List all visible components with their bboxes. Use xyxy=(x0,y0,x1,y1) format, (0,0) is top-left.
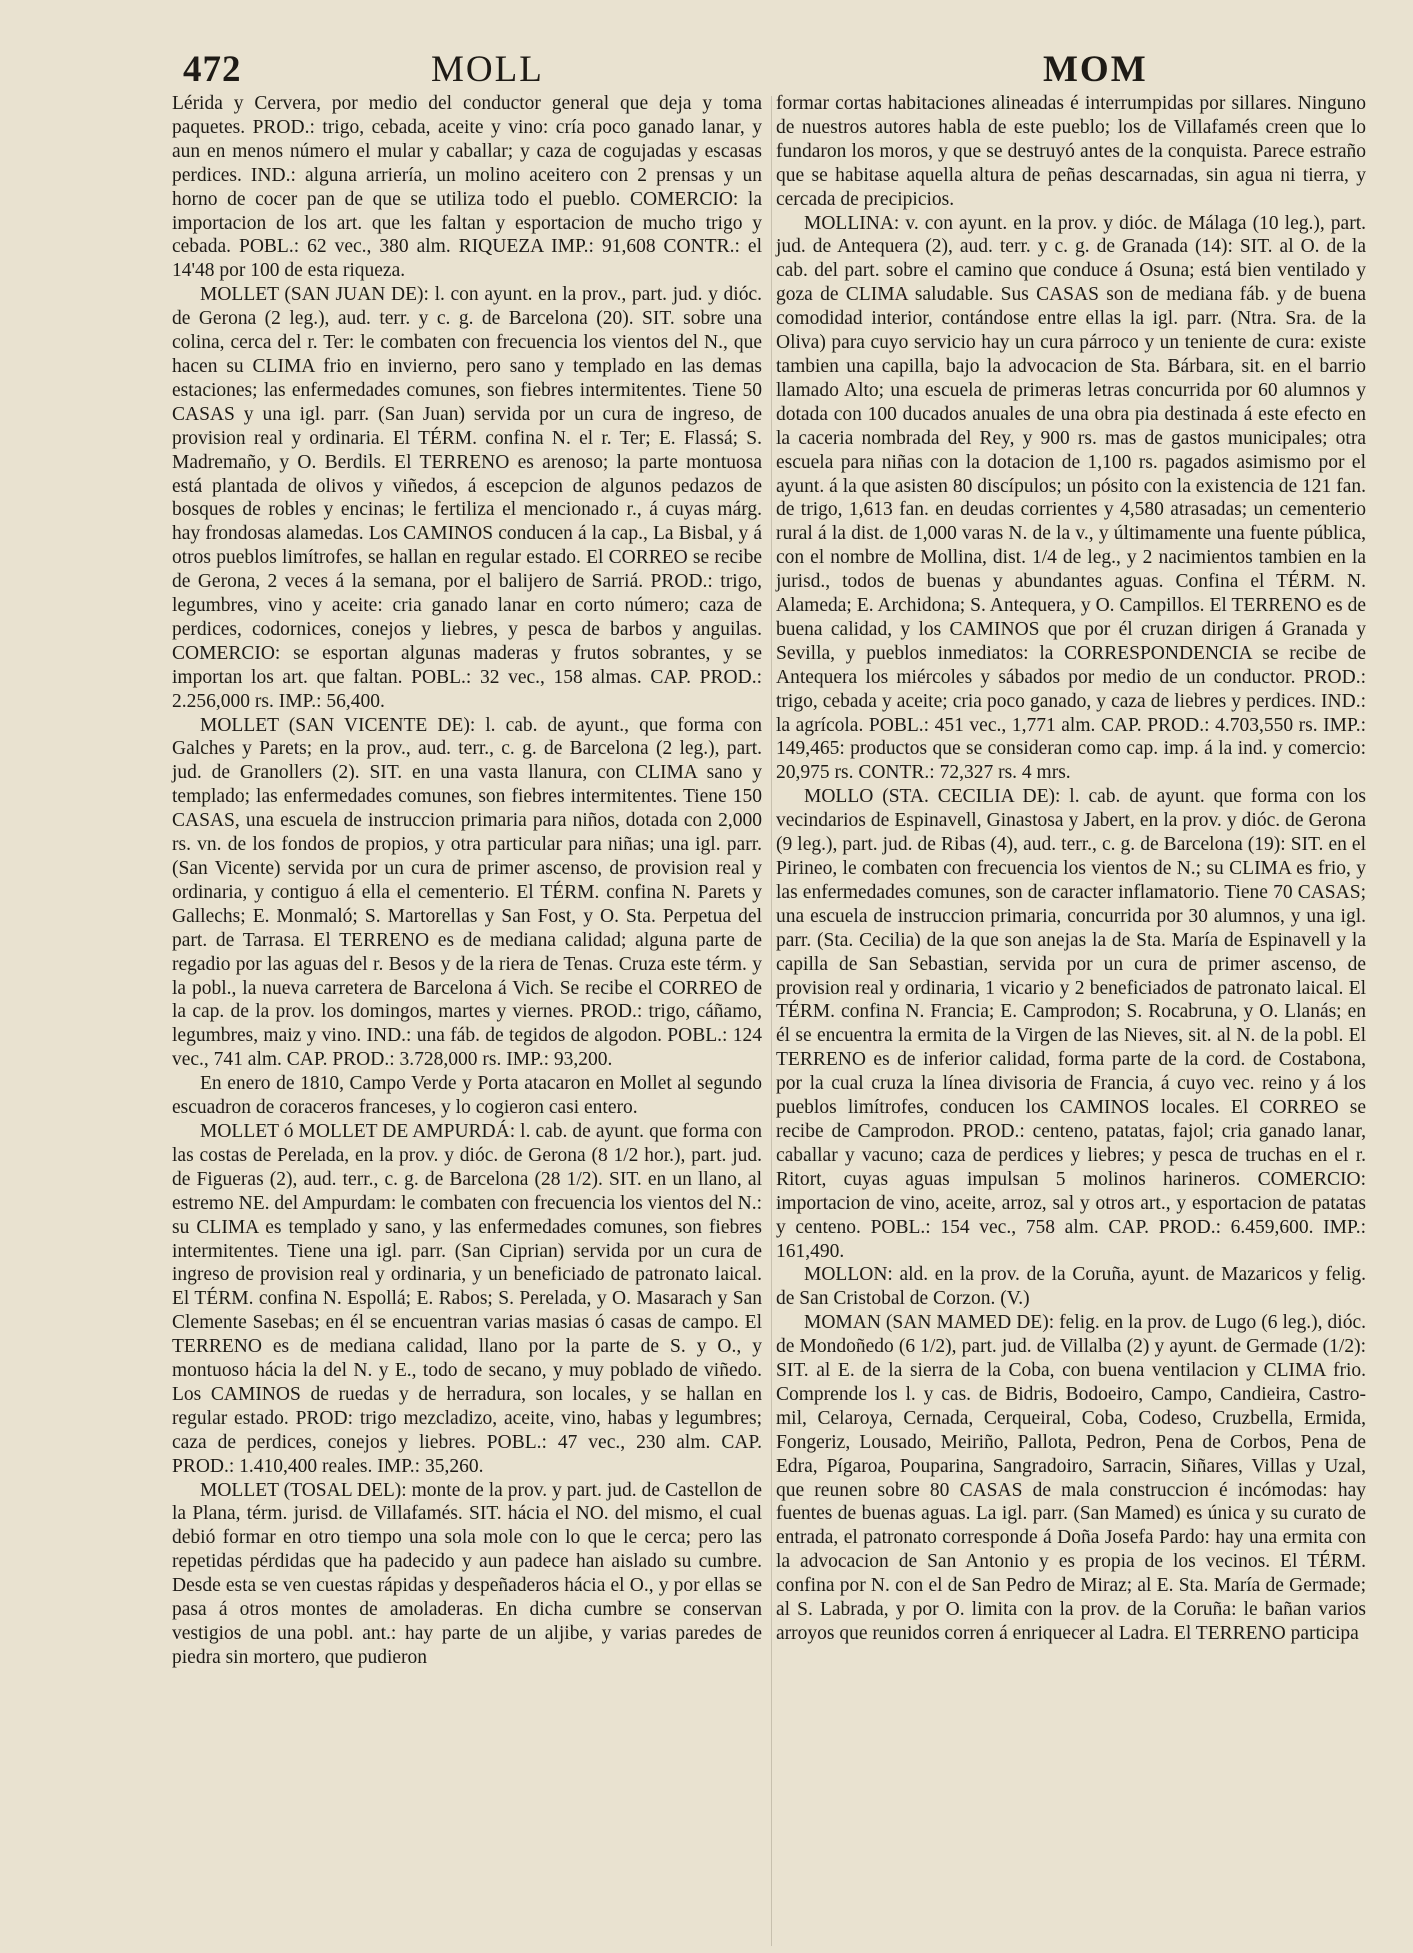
left-guide-word: MOLL xyxy=(431,49,544,90)
left-column xyxy=(172,92,762,1670)
entry-paragraph: MOLLINA: v. con ayunt. en la prov. y dióc. de Málaga (10 leg.), part. jud. de Antequera (2), aud. terr. y c. g. de Granada (14): SIT. al O. de la cab. del part. sobre el camino que conduce á Osuna; está bien ventilado y goza de CLIMA saludable. Sus CASAS son de mediana fáb. y de buena comodidad interior, contándose entre ellas la igl. parr. (Ntra. Sra. de la Oliva) para cuyo servicio hay un cura párroco y un teniente de cura: existe tambien una capilla, bajo la advocacion de Sta. Bárbara, sit. en el barrio llamado Alto; una escuela de primeras letras concurrida por 60 alumnos y dotada con 100 ducados anuales de una obra pia destinada á este efecto en la caceria nombrada del Rey, y 900 rs. mas de gastos municipales; otra escuela para niñas con la dotacion de 1,100 rs. pagados asimismo por el ayunt. á la que asisten 80 discípulos; un pósito con la existencia de 121 fan. de trigo, 1,613 fan. en deudas corrientes y 4,580 atrasadas; un cementerio rural á la dist. de 1,000 varas N. de la v., y últimamente una fuente pública, con el nombre de Mollina, dist. 1/4 de leg., y 2 nacimientos tambien en la jurisd., todos de buenas y abundantes aguas. Confina el TÉRM. N. Alameda; E. Archidona; S. Antequera, y O. Campillos. El TERRENO es de buena calidad, y los CAMINOS que por él cruzan dirigen á Granada y Sevilla, y pueblos inmediatos: la CORRESPONDENCIA se recibe de Antequera los miércoles y sábados por medio de un conductor. PROD.: trigo, cebada y aceite; cria poco ganado, y caza de liebres y perdices. IND.: la agrícola. POBL.: 451 vec., 1,771 alm. CAP. PROD.: 4.703,550 rs. IMP.: 149,465: productos que se consideran como cap. imp. á la ind. y comercio: 20,975 rs. CONTR.: 72,327 rs. 4 mrs. xyxy=(776,212,1366,784)
entry-paragraph: MOLLET (TOSAL DEL): monte de la prov. y part. jud. de Castellon de la Plana, térm. jurisd. de Villafamés. SIT. hácia el NO. del mismo, el cual debió formar en otro tiempo una sola mole con lo que le cerca; pero las repetidas pérdidas que ha padecido y aun padece han aislado su cumbre. Desde esta se ven cuestas rápidas y despeñaderos hácia el O., y por ellas se pasa á otros montes de amoladeras. En dicha cumbre se conservan vestigios de una pobl. ant.: hay parte de un aljibe, y varias paredes de piedra sin mortero, que pudieron xyxy=(172,1479,762,1668)
entry-paragraph: MOLLET (SAN VICENTE DE): l. cab. de ayunt., que forma con Galches y Parets; en la prov., aud. terr., c. g. de Barcelona (2 leg.), part. jud. de Granollers (2). SIT. en una vasta llanura, con CLIMA sano y templado; las enfermedades comunes, son fiebres intermitentes. Tiene 150 CASAS, una escuela de instruccion primaria para niños, dotada con 2,000 rs. vn. de los fondos de propios, y otra particular para niñas; una igl. parr. (San Vicente) servida por un cura de primer ascenso, de provision real y ordinaria, y contiguo á ella el cementerio. El TÉRM. confina N. Parets y Gallechs; E. Monmaló; S. Martorellas y San Fost, y O. Sta. Perpetua del part. de Tarrasa. El TERRENO es de mediana calidad; alguna parte de regadio por las aguas del r. Besos y de la riera de Tenas. Cruza este térm. y la pobl., la nueva carretera de Barcelona á Vich. Se recibe el CORREO de la cap. de la prov. los domingos, martes y viernes. PROD.: trigo, cáñamo, legumbres, maiz y vino. IND.: una fáb. de tegidos de algodon. POBL.: 124 vec., 741 alm. CAP. PROD.: 3.728,000 rs. IMP.: 93,200. xyxy=(172,714,762,1071)
right-column xyxy=(776,92,1366,1646)
entry-paragraph: MOLLO (STA. CECILIA DE): l. cab. de ayunt. que forma con los vecindarios de Espinavell, Ginastosa y Jabert, en la prov. y dióc. de Gerona (9 leg.), part. jud. de Ribas (4), aud. terr., c. g. de Barcelona (19): SIT. en el Pirineo, le combaten con frecuencia los vientos de N.; su CLIMA es frio, y las enfermedades comunes, son de caracter inflamatorio. Tiene 70 CASAS; una escuela de instruccion primaria, concurrida por 30 alumnos, y una igl. parr. (Sta. Cecilia) de la que son anejas la de Sta. María de Espinavell y la capilla de San Sebastian, servida por un cura de primer ascenso, de provision real y ordinaria, 1 vicario y 2 beneficiados de patronato laical. El TÉRM. confina N. Francia; E. Camprodon; S. Rocabruna, y O. Llanás; en él se encuentra la ermita de la Virgen de las Nieves, sit. al N. de la pobl. El TERRENO es de inferior calidad, forma parte de la cord. de Costabona, por la cual cruza la línea divisoria de Francia, á cuyo vec. reino y á los pueblos limítrofes, conducen los CAMINOS locales. El CORREO se recibe de Camprodon. PROD.: centeno, patatas, fajol; cria ganado lanar, caballar y vacuno; caza de perdices y liebres; y pesca de truchas en el r. Ritort, cuyas aguas impulsan 5 molinos harineros. COMERCIO: importacion de vino, aceite, arroz, sal y otros art., y esportacion de patatas y centeno. POBL.: 154 vec., 758 alm. CAP. PROD.: 6.459,600. IMP.: 161,490. xyxy=(776,786,1366,1262)
entry-paragraph: Lérida y Cervera, por medio del conductor general que deja y toma paquetes. PROD.: trigo, cebada, aceite y vino: cría poco ganado lanar, y aun en menos número el mular y caballar; y caza de cogujadas y escasas perdices. IND.: alguna arriería, un molino aceitero con 2 prensas y un horno de cocer pan de que se utiliza todo el pueblo. COMERCIO: la importacion de los art. que les faltan y esportacion de mucho trigo y cebada. POBL.: 62 vec., 380 alm. RIQUEZA IMP.: 91,608 CONTR.: el 14'48 por 100 de esta riqueza. xyxy=(172,93,762,282)
entry-paragraph: MOLLET (SAN JUAN DE): l. con ayunt. en la prov., part. jud. y dióc. de Gerona (2 leg.), aud. terr. y c. g. de Barcelona (20). SIT. sobre una colina, cerca del r. Ter: le combaten con frecuencia los vientos del N., que hacen su CLIMA frio en invierno, pero sano y templado en las demas estaciones; las enfermedades comunes, son fiebres intermitentes. Tiene 50 CASAS y una igl. parr. (San Juan) servida por un cura de ingreso, de provision real y ordinaria. El TÉRM. confina N. el r. Ter; E. Flassá; S. Madremaño, y O. Berdils. El TERRENO es arenoso; la parte montuosa está plantada de olivos y viñedos, á escepcion de algunos pedazos de bosques de robles y encinas; le fertiliza el mencionado r., á cuyas márg. hay frondosas alamedas. Los CAMINOS conducen á la cap., La Bisbal, y á otros pueblos limítrofes, se hallan en regular estado. El CORREO se recibe de Gerona, 2 veces á la semana, por el balijero de Sarriá. PROD.: trigo, legumbres, vino y aceite: cria ganado lanar en corto número; caza de perdices, codornices, conejos y liebres, y pesca de barbos y anguilas. COMERCIO: se esportan algunas maderas y frutos sobrantes, y se importan los art. que faltan. POBL.: 32 vec., 158 almas. CAP. PROD.: 2.256,000 rs. IMP.: 56,400. xyxy=(172,284,762,712)
entry-paragraph: MOLLON: ald. en la prov. de la Coruña, ayunt. de Mazaricos y felig. de San Cristobal de Corzon. (V.) xyxy=(776,1264,1366,1310)
entry-paragraph: En enero de 1810, Campo Verde y Porta atacaron en Mollet al segundo escuadron de coraceros franceses, y lo cogieron casi entero. xyxy=(172,1073,762,1119)
right-guide-word: MOM xyxy=(1043,49,1148,90)
entry-paragraph: MOMAN (SAN MAMED DE): felig. en la prov. de Lugo (6 leg.), dióc. de Mondoñedo (6 1/2), part. jud. de Villalba (2) y ayunt. de Germade (1/2): SIT. al E. de la sierra de la Coba, con buena ventilacion y CLIMA frio. Comprende los l. y cas. de Bidris, Bodoeiro, Campo, Candieira, Castro-mil, Celaroya, Cernada, Cerqueiral, Coba, Codeso, Cruzbella, Ermida, Fongeriz, Lousado, Meiriño, Pallota, Pedron, Pena de Corbos, Pena de Edra, Pígaroa, Pouparina, Sangradoiro, Sarracin, Siñares, Villas y Uzal, que reunen sobre 80 CASAS de mala construccion é incómodas: hay fuentes de buenas aguas. La igl. parr. (San Mamed) es única y su curato de entrada, el patronato corresponde á Doña Josefa Pardo: hay una ermita con la advocacion de San Antonio y es propia de los vecinos. El TÉRM. confina por N. con el de San Pedro de Miraz; al E. Sta. María de Germade; al S. Labrada, y por O. limita con la prov. de la Coruña: le bañan varios arroyos que reunidos corren á enriquecer al Ladra. El TERRENO participa xyxy=(776,1312,1366,1644)
entry-paragraph: formar cortas habitaciones alineadas é interrumpidas por sillares. Ninguno de nuestros autores habla de este pueblo; los de Villafamés creen que lo fundaron los moros, y que se destruyó antes de la conquista. Parece estraño que se habitase aquella altura de peñas descarnadas, sin agua ni tierra, y cercada de precipicios. xyxy=(776,93,1366,210)
column-divider xyxy=(771,96,772,1946)
entry-paragraph: MOLLET ó MOLLET DE AMPURDÁ: l. cab. de ayunt. que forma con las costas de Perelada, en la prov. y dióc. de Gerona (8 1/2 hor.), part. jud. de Figueras (2), aud. terr., c. g. de Barcelona (28 1/2). SIT. en un llano, al estremo NE. del Ampurdam: le combaten con frecuencia los vientos del N.: su CLIMA es templado y sano, y las enfermedades comunes, son fiebres intermitentes. Tiene una igl. parr. (San Ciprian) servida por un cura de ingreso de provision real y ordinaria, y un beneficiado de patronato laical. El TÉRM. confina N. Espollá; E. Rabos; S. Perelada, y O. Masarach y San Clemente Sasebas; en él se encuentran varias masias ó casas de campo. El TERRENO es de mediana calidad, llano por la parte de S. y O., y montuoso hácia la del N. y E., todo de secano, y muy poblado de viñedo. Los CAMINOS de ruedas y de herradura, son locales, y se hallan en regular estado. PROD: trigo mezcladizo, aceite, vino, habas y legumbres; caza de perdices, conejos y liebres. POBL.: 47 vec., 230 alm. CAP. PROD.: 1.410,400 reales. IMP.: 35,260. xyxy=(172,1120,762,1477)
page-number: 472 xyxy=(183,49,242,90)
running-header xyxy=(183,48,1313,94)
